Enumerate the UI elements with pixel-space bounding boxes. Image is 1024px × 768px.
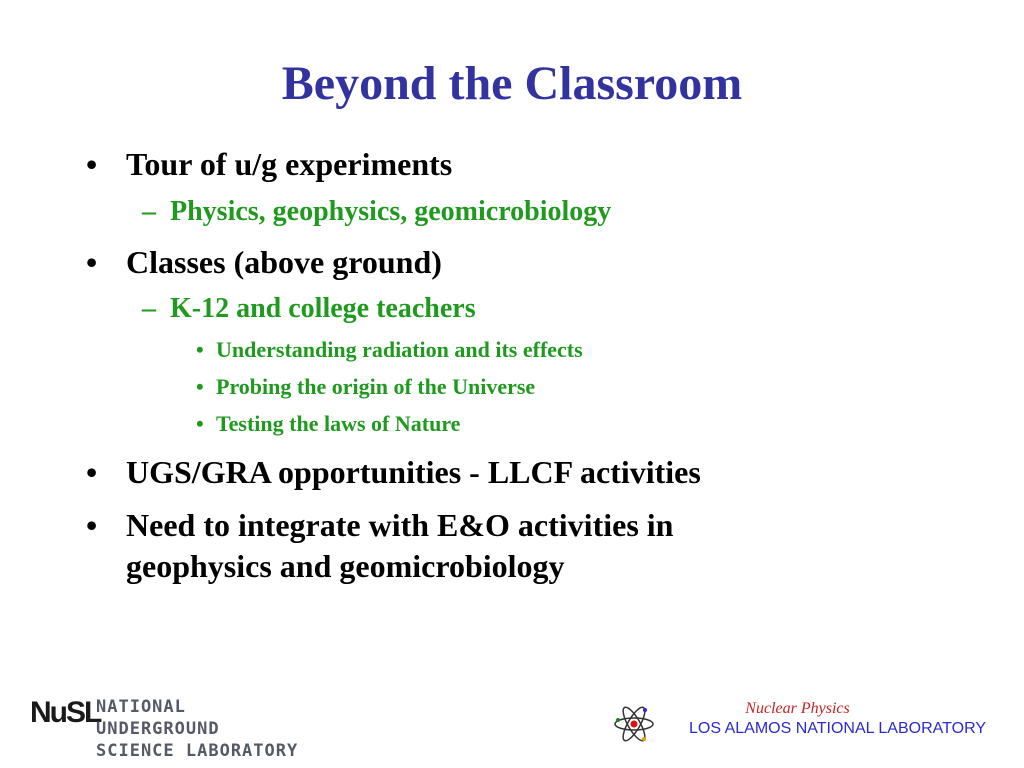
sub-bullet-item	[142, 195, 612, 229]
bullet-marker: •	[86, 507, 98, 543]
atom-icon	[612, 704, 656, 744]
nusl-wordmark	[96, 696, 320, 762]
sub-sub-bullet-text: Understanding radiation and its effects	[216, 337, 583, 362]
nusl-mark: NuSL	[30, 696, 101, 729]
sub-sub-bullet-text: Probing the origin of the Universe	[216, 374, 536, 399]
footer-subtitle: Nuclear Physics	[745, 700, 850, 717]
bullet-item	[86, 452, 701, 492]
dash-marker: –	[142, 196, 156, 227]
sub-bullet-text: Physics, geophysics, geomicrobiology	[170, 196, 612, 227]
bullet-item	[86, 242, 442, 282]
bullet-marker: •	[86, 146, 98, 182]
nusl-logo	[30, 694, 320, 761]
sub-sub-bullet-item	[196, 410, 461, 438]
sub-bullet-item	[142, 292, 476, 326]
bullet-marker: •	[196, 411, 204, 436]
bullet-text: UGS/GRA opportunities - LLCF activities	[126, 454, 701, 490]
sub-sub-bullet-item	[196, 336, 583, 364]
bullet-text: Need to integrate with E&O activities in	[126, 507, 674, 543]
bullet-marker: •	[86, 244, 98, 280]
lanl-footer	[689, 700, 986, 738]
slide-title: Beyond the Classroom	[281, 57, 743, 110]
bullet-text: Classes (above ground)	[126, 244, 442, 280]
bullet-marker: •	[196, 374, 204, 399]
bullet-continuation	[126, 546, 565, 586]
lanl-name: LOS ALAMOS NATIONAL LABORATORY	[689, 720, 986, 737]
bullet-text: Tour of u/g experiments	[126, 146, 453, 182]
sub-sub-bullet-text: Testing the laws of Nature	[216, 411, 461, 436]
bullet-item	[86, 505, 674, 545]
sub-bullet-text: K-12 and college teachers	[170, 293, 476, 324]
bullet-item	[86, 144, 453, 184]
sub-sub-bullet-item	[196, 373, 536, 401]
bullet-text: geophysics and geomicrobiology	[126, 548, 565, 584]
dash-marker: –	[142, 293, 156, 324]
bullet-marker: •	[196, 337, 204, 362]
nusl-line1: NATIONAL UNDERGROUND	[96, 697, 220, 739]
bullet-marker: •	[86, 454, 98, 490]
nusl-line2: SCIENCE LABORATORY	[96, 741, 299, 761]
